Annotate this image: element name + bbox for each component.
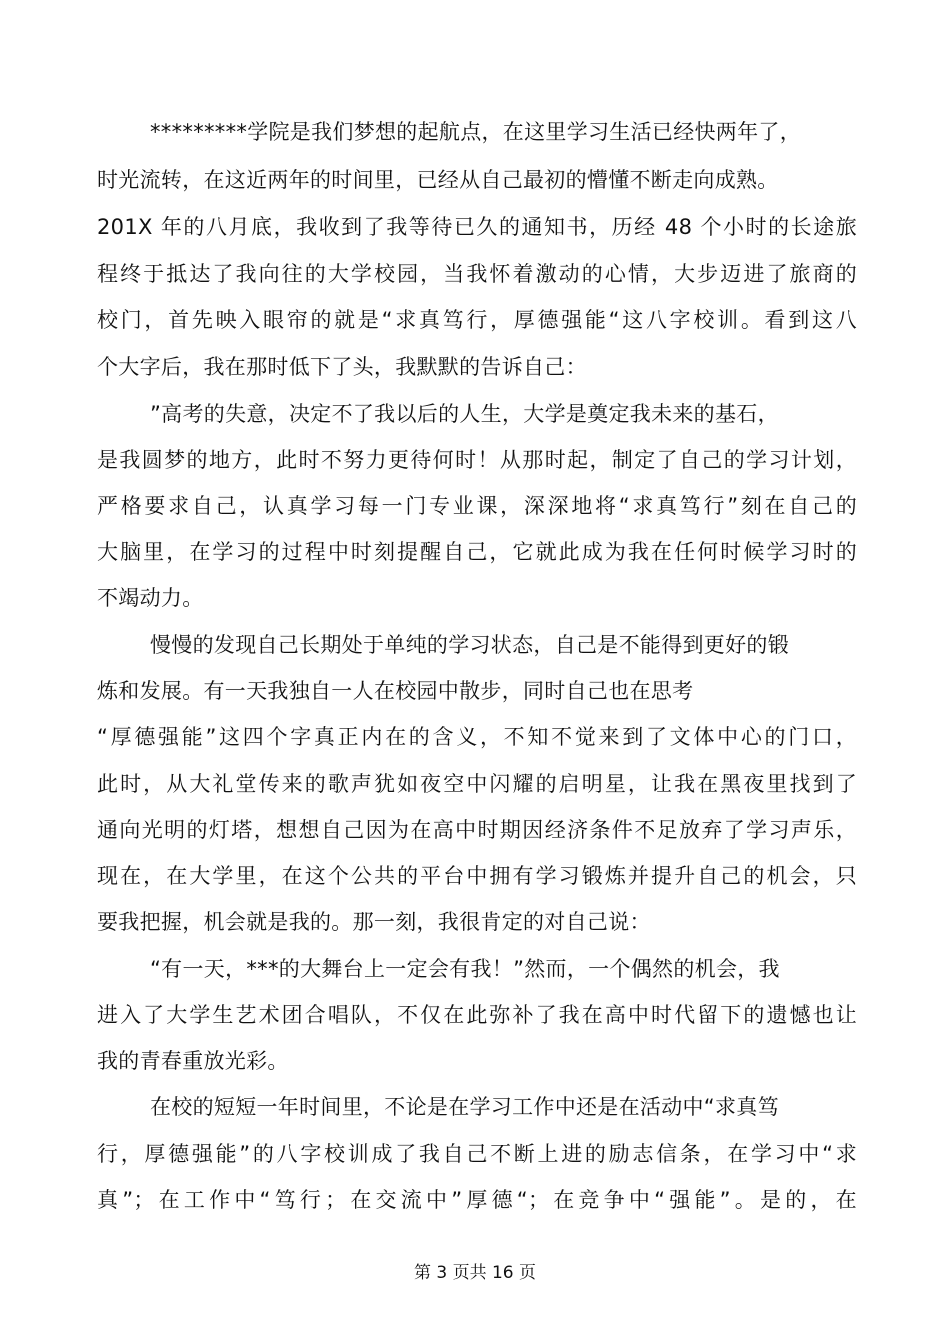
paragraph-2-line-4: 大脑里，在学习的过程中时刻提醒自己，它就此成为我在任何时候学习时的	[97, 540, 857, 564]
paragraph-5-line-3: 真”；在工作中“笃行；在交流中”厚德“；在竞争中“强能”。是的，在	[97, 1188, 857, 1212]
paragraph-2-line-5: 不竭动力。	[97, 586, 204, 610]
paragraph-3-line-6: 现在，在大学里，在这个公共的平台中拥有学习锻炼并提升自己的机会，只	[97, 864, 857, 888]
paragraph-3-line-7: 要我把握，机会就是我的。那一刻，我很肯定的对自己说：	[97, 910, 651, 934]
paragraph-1-line-4: 程终于抵达了我向往的大学校园，当我怀着激动的心情，大步迈进了旅商的	[97, 262, 857, 286]
paragraph-3-line-5: 通向光明的灯塔，想想自己因为在高中时期因经济条件不足放弃了学习声乐，	[97, 818, 857, 842]
page-number-footer: 第 3 页共 16 页	[413, 1263, 537, 1283]
paragraph-1-line-6: 个大字后，我在那时低下了头，我默默的告诉自己：	[97, 355, 587, 379]
paragraph-4-line-1: “有一天，***的大舞台上一定会有我！”然而，一个偶然的机会，我	[150, 957, 780, 981]
paragraph-1-line-1: *********学院是我们梦想的起航点，在这里学习生活已经快两年了，	[150, 120, 801, 144]
paragraph-1-line-5: 校门，首先映入眼帘的就是“求真笃行，厚德强能“这八字校训。看到这八	[97, 308, 857, 332]
paragraph-2-line-3: 严格要求自己，认真学习每一门专业课，深深地将“求真笃行”刻在自己的	[97, 494, 857, 518]
paragraph-1-line-3: 201X 年的八月底，我收到了我等待已久的通知书，历经 48 个小时的长途旅	[97, 215, 857, 239]
paragraph-4-line-3: 我的青春重放光彩。	[97, 1049, 289, 1073]
paragraph-3-line-1: 慢慢的发现自己长期处于单纯的学习状态，自己是不能得到更好的锻	[150, 633, 789, 657]
paragraph-1-line-2: 时光流转，在这近两年的时间里，已经从自己最初的懵懂不断走向成熟。	[97, 168, 779, 192]
paragraph-2-line-1: ”高考的失意，决定不了我以后的人生，大学是奠定我未来的基石，	[150, 402, 779, 426]
paragraph-5-line-1: 在校的短短一年时间里，不论是在学习工作中还是在活动中“求真笃	[150, 1095, 779, 1119]
paragraph-3-line-2: 炼和发展。有一天我独自一人在校园中散步，同时自己也在思考	[97, 679, 694, 703]
paragraph-3-line-4: 此时，从大礼堂传来的歌声犹如夜空中闪耀的启明星，让我在黑夜里找到了	[97, 772, 857, 796]
paragraph-5-line-2: 行，厚德强能”的八字校训成了我自己不断上进的励志信条，在学习中“求	[97, 1142, 857, 1166]
paragraph-3-line-3: “厚德强能”这四个字真正内在的含义，不知不觉来到了文体中心的门口，	[97, 725, 857, 749]
paragraph-4-line-2: 进入了大学生艺术团合唱队，不仅在此弥补了我在高中时代留下的遗憾也让	[97, 1003, 857, 1027]
paragraph-2-line-2: 是我圆梦的地方，此时不努力更待何时！从那时起，制定了自己的学习计划，	[97, 448, 857, 472]
